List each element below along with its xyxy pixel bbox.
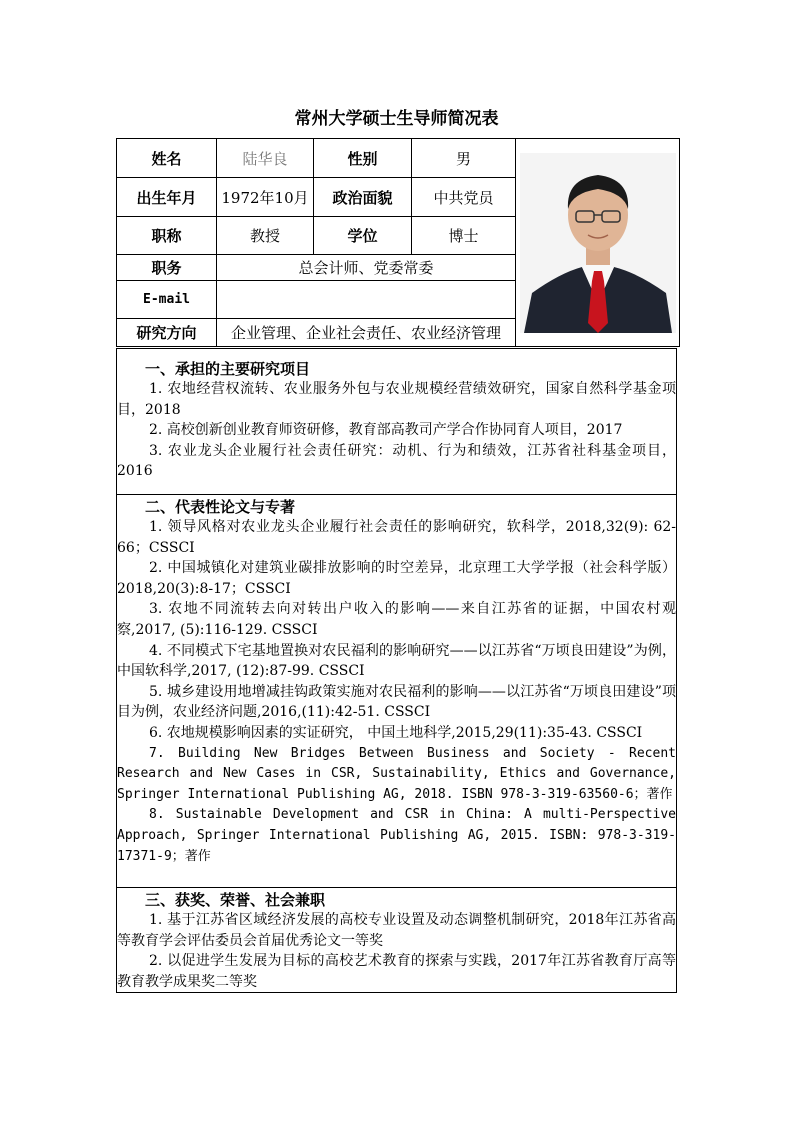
birth-value: 1972年10月 [217, 178, 314, 217]
section-papers [116, 494, 677, 888]
list-item: 7. Building New Bridges Between Business and Society - Recent Research and New Cases in CSR, Sustainability, Ethics and Governance, Springer International Publishing AG, 2018. ISBN 978-3-319-63560-6；著作 [117, 745, 676, 802]
list-item: 4. 不同模式下宅基地置换对农民福利的影响研究——以江苏省“万顷良田建设”为例，中国软科学,2017, (12):87-99. CSSCI [117, 642, 676, 680]
section-awards-title: 三、获奖、荣誉、社会兼职 [145, 891, 326, 909]
politics-label: 政治面貌 [314, 178, 412, 217]
list-item: 2. 高校创新创业教育师资研修，教育部高教司产学合作协同育人项目，2017 [149, 422, 623, 439]
page-title: 常州大学硕士生导师简况表 [294, 109, 499, 129]
section-projects [116, 348, 677, 495]
list-item: 3. 农业龙头企业履行社会责任研究：动机、行为和绩效，江苏省社科基金项目，2016 [117, 442, 676, 480]
list-item: 2. 中国城镇化对建筑业碳排放影响的时空差异，北京理工大学学报（社会科学版）2018,20(3):8-17；CSSCI [117, 560, 676, 597]
politics-value: 中共党员 [412, 178, 516, 217]
name-value: 陆华良 [217, 139, 314, 178]
position-label: 职务 [117, 255, 217, 281]
name-label: 姓名 [117, 139, 217, 178]
gender-value: 男 [412, 139, 516, 178]
list-item: 2. 以促进学生发展为目标的高校艺术教育的探索与实践，2017年江苏省教育厅高等教育教学成果奖二等奖 [117, 953, 676, 990]
section-projects-title: 一、承担的主要研究项目 [145, 360, 311, 378]
list-item: 6. 农地规模影响因素的实证研究， 中国土地科学,2015,29(11):35-43. CSSCI [149, 724, 643, 741]
list-item: 1. 基于江苏省区域经济发展的高校专业设置及动态调整机制研究，2018年江苏省高等教育学会评估委员会首届优秀论文一等奖 [117, 912, 676, 949]
degree-value: 博士 [412, 217, 516, 255]
position-value: 总会计师、党委常委 [217, 255, 516, 281]
list-item: 3. 农地不同流转去向对转出户收入的影响——来自江苏省的证据，中国农村观察,2017, (5):116-129. CSSCI [117, 601, 676, 638]
title-value: 教授 [217, 217, 314, 255]
degree-label: 学位 [314, 217, 412, 255]
list-item: 1. 农地经营权流转、农业服务外包与农业规模经营绩效研究，国家自然科学基金项目，2018 [117, 381, 676, 418]
portrait-photo [520, 153, 676, 333]
email-label: E-mail [117, 281, 217, 319]
section-papers-title: 二、代表性论文与专著 [145, 498, 296, 516]
title-label: 职称 [117, 217, 217, 255]
photo-cell [516, 139, 680, 347]
birth-label: 出生年月 [117, 178, 217, 217]
email-value [217, 281, 516, 319]
gender-label: 性别 [314, 139, 412, 178]
profile-table [116, 138, 680, 347]
list-item: 1. 领导风格对农业龙头企业履行社会责任的影响研究，软科学，2018,32(9): 62-66；CSSCI [117, 519, 676, 556]
list-item: 8. Sustainable Development and CSR in China: A multi-Perspective Approach, Springer International Publishing AG, 2015. ISBN: 978-3-319-17371-9；著作 [117, 807, 676, 864]
research-value: 企业管理、企业社会责任、农业经济管理 [217, 319, 516, 347]
section-awards [116, 887, 677, 993]
research-label: 研究方向 [117, 319, 217, 347]
list-item: 5. 城乡建设用地增减挂钩政策实施对农民福利的影响——以江苏省“万顷良田建设”项目为例，农业经济问题,2016,(11):42-51. CSSCI [117, 683, 676, 721]
